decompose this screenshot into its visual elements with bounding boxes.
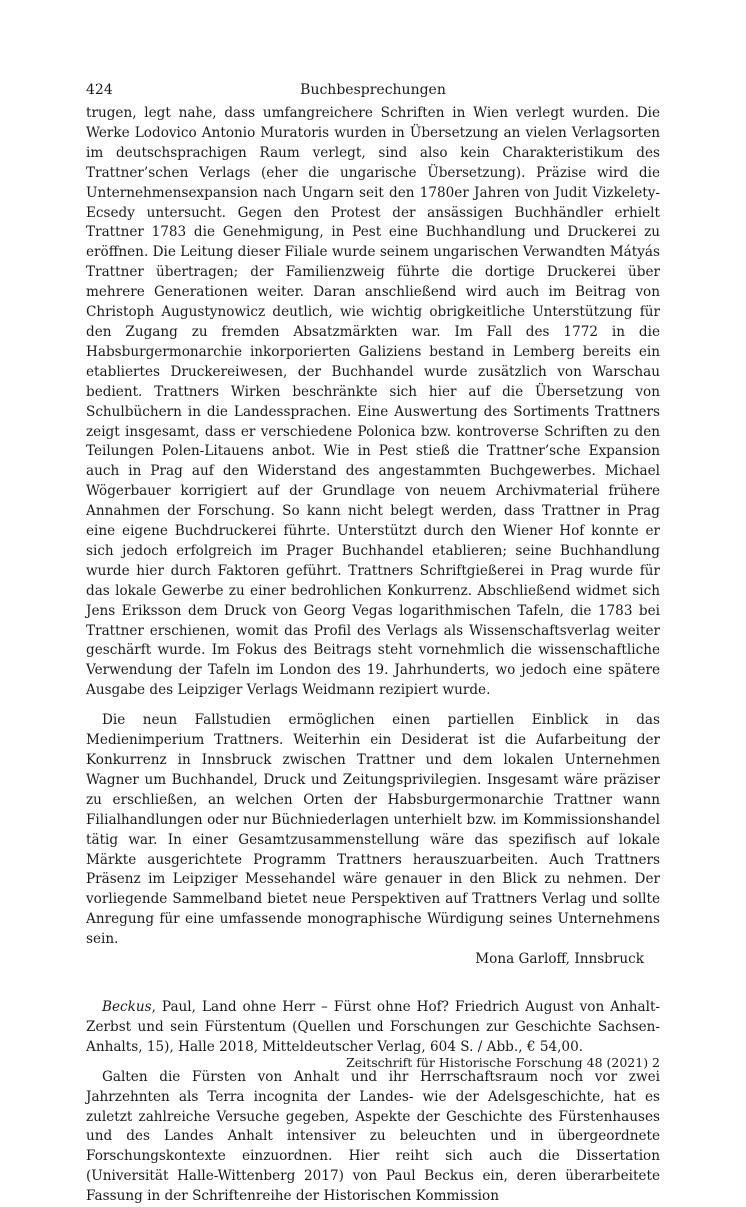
review-citation-text: , Paul, Land ohne Herr – Fürst ohne Hof? Friedrich August von Anhalt-Zerbst und sein Fürstentum (Quellen und Forschungen zur Geschichte Sachsen-Anhalts, 15), Halle 2018, Mitteldeutscher Verlag, 604 S. / Abb., € 54,00. [86, 998, 660, 1055]
page-number: 424 [86, 82, 113, 98]
review-citation [86, 998, 660, 1058]
review-author: Beckus [102, 998, 152, 1015]
page-content [86, 80, 660, 1207]
journal-footer: Zeitschrift für Historische Forschung 48 (2021) 2 [346, 1055, 660, 1070]
body-paragraph-1: trugen, legt nahe, dass umfangreichere Schriften in Wien verlegt wurden. Die Werke Lodovico Antonio Muratoris wurden in Übersetzung an vielen Verlagsorten im deutschsprachigen Raum verlegt, sind also kein Charakteristikum des Trattner’schen Verlags (eher die ungarische Übersetzung). Präzise wird die Unternehmensexpansion nach Ungarn seit den 1780er Jahren von Judit Vizkelety-Ecsedy untersucht. Gegen den Protest der ansässigen Buchhändler erhielt Trattner 1783 die Genehmigung, in Pest eine Buchhandlung und Druckerei zu eröffnen. Die Leitung dieser Filiale wurde seinem ungarischen Verwandten Mátyás Trattner übertragen; der Familienzweig führte die dortige Druckerei über mehrere Generationen weiter. Daran anschließend wird auch im Beitrag von Christoph Augustynowicz deutlich, wie wichtig obrigkeitliche Unterstützung für den Zugang zu fremden Absatzmärkten war. Im Fall des 1772 in die Habsburgermonarchie inkorporierten Galiziens bestand in Lemberg bereits ein etabliertes Druckereiwesen, der Buchhandel wurde zusätzlich von Warschau bedient. Trattners Wirken beschränkte sich hier auf die Übersetzung von Schulbüchern in die Landessprachen. Eine Auswertung des Sortiments Trattners zeigt insgesamt, dass er verschiedene Polonica bzw. kontroverse Schriften zu den Teilungen Polen-Litauens anbot. Wie in Pest stieß die Trattner’sche Expansion auch in Prag auf den Widerstand des angestammten Buchgewerbes. Michael Wögerbauer korrigiert auf der Grundlage von neuem Archivmaterial frühere Annahmen der Forschung. So kann nicht belegt werden, dass Trattner in Prag eine eigene Buchdruckerei führte. Unterstützt durch den Wiener Hof konnte er sich jedoch erfolgreich im Prager Buchhandel etablieren; seine Buchhandlung wurde hier durch Faktoren geführt. Trattners Schriftgießerei in Prag wurde für das lokale Gewerbe zu einer bedrohlichen Konkurrenz. Abschließend widmet sich Jens Eriksson dem Druck von Georg Vegas logarithmischen Tafeln, die 1783 bei Trattner erschienen, womit das Profil des Verlags als Wissenschaftsverlag weiter geschärft wurde. Im Fokus des Beitrags steht vornehmlich die wissenschaftliche Verwendung der Tafeln im London des 19. Jahrhunderts, wo jedoch eine spätere Ausgabe des Leipziger Verlags Weidmann rezipiert wurde. [86, 105, 660, 699]
body-paragraph-2: Die neun Fallstudien ermöglichen einen partiellen Einblick in das Medienimperium Trattners. Weiterhin ein Desiderat ist die Aufarbeitung der Konkurrenz in Innsbruck zwischen Trattner und dem lokalen Unternehmen Wagner um Buchhandel, Druck und Zeitungsprivilegien. Insgesamt wäre präziser zu erschließen, an welchen Orten der Habsburgermonarchie Trattner wann Filialhandlungen oder nur Büchniederlagen unterhielt bzw. im Kommissionshandel tätig war. In einer Gesamtzusammenstellung wäre das spezifisch auf lokale Märkte ausgerichtete Programm Trattners herauszuarbeiten. Auch Trattners Präsenz im Leipziger Messehandel wäre genauer in den Blick zu nehmen. Der vorliegende Sammelband bietet neue Perspektiven auf Trattners Verlag und sollte Anregung für eine umfassende monographische Würdigung seines Unternehmens sein. [86, 712, 660, 948]
reviewer-signature: Mona Garloff, Innsbruck [475, 951, 644, 968]
review-paragraph: Galten die Fürsten von Anhalt und ihr Herrschaftsraum noch vor zwei Jahrzehnten als Terra incognita der Landes- wie der Adelsgeschichte, hat es zuletzt zahlreiche Versuche gegeben, Aspekte der Geschichte des Fürstenhauses und des Landes Anhalt intensiver zu beleuchten und in übergeordnete Forschungskontexte einzuordnen. Hier reiht sich auch die Dissertation (Universität Halle-Wittenberg 2017) von Paul Beckus ein, deren überarbeitete Fassung in der Schriftenreihe der Historischen Kommission [86, 1068, 660, 1205]
running-title: Buchbesprechungen [300, 82, 446, 98]
running-head [86, 80, 660, 104]
